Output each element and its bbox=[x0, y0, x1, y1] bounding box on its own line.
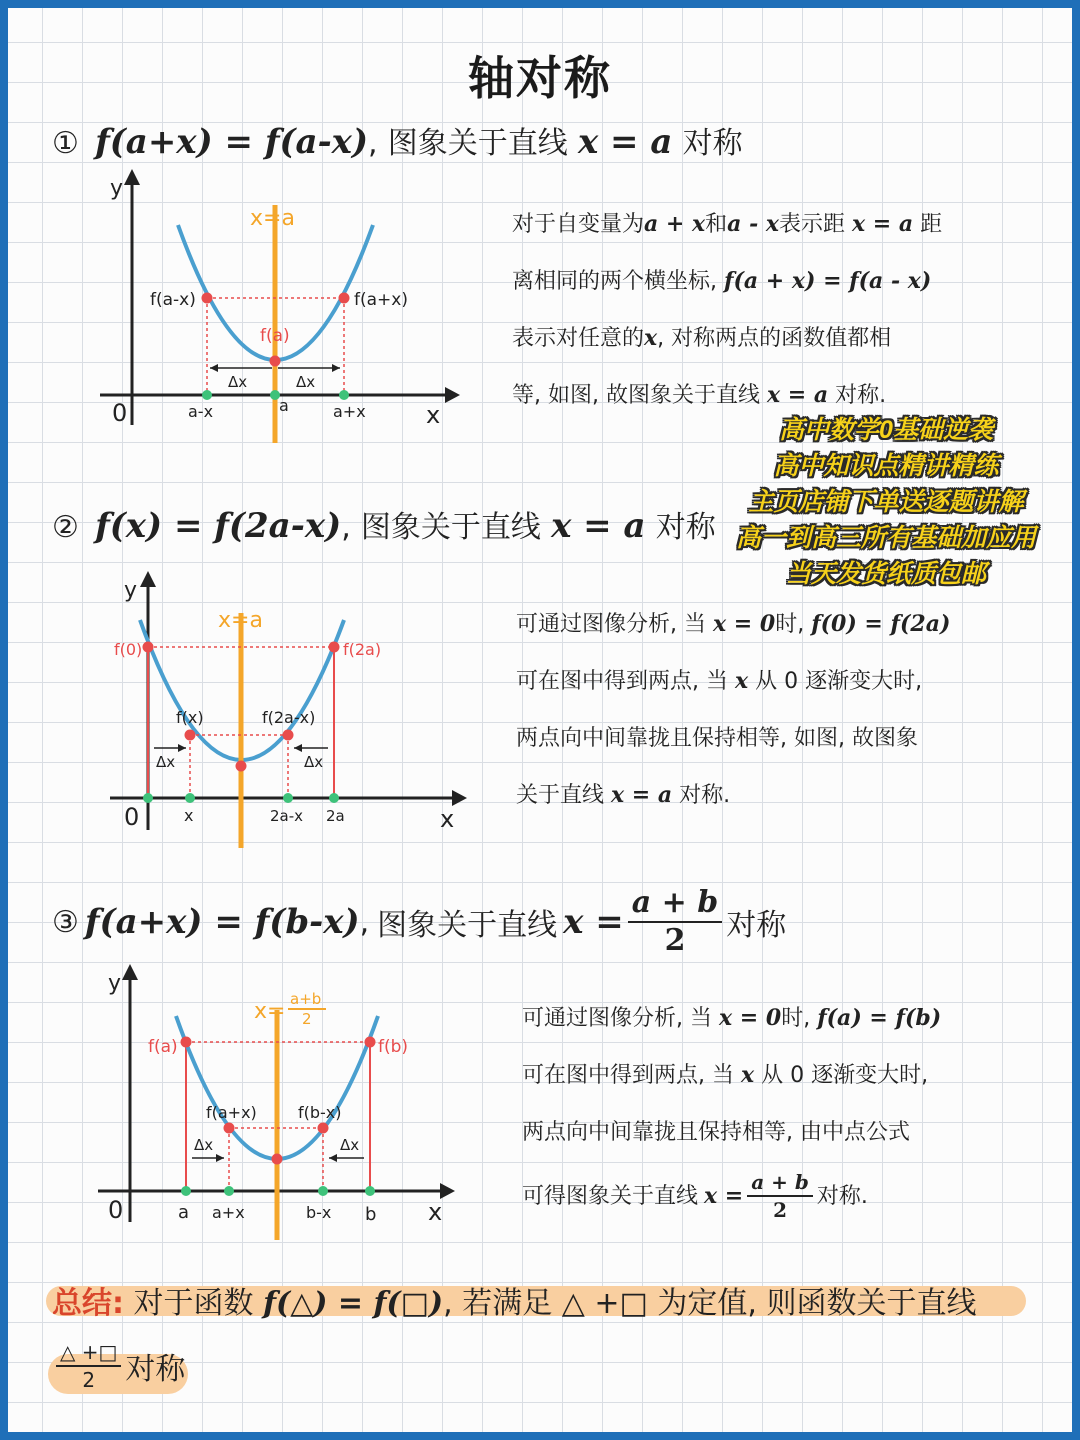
y-label: y bbox=[108, 971, 122, 996]
point-vertex bbox=[272, 1154, 283, 1165]
tick-label: b-x bbox=[306, 1203, 332, 1222]
section-line-eq: x = bbox=[563, 902, 624, 942]
section-3-explanation: 可通过图像分析, 当 x = 0时, f(a) = f(b) 可在图中得到两点, 当 x 从 0 逐渐变大时, 两点向中间靠拢且保持相等, 由中点公式 可得图象关于直线 x = $\frac{a + b}{2}$ 对称. bbox=[522, 1005, 942, 1222]
summary-fraction: $\frac{\triangle +□}{2}$ bbox=[56, 1342, 121, 1390]
point-f0 bbox=[143, 642, 154, 653]
top-right-label: f(b) bbox=[378, 1037, 409, 1057]
summary-label: 总结: bbox=[52, 1286, 124, 1321]
top-left-label: f(0) bbox=[114, 640, 143, 659]
section-fraction: $\frac{a + b}{2}$ bbox=[628, 888, 722, 956]
section-formula: f(x) = f(2a-x) bbox=[95, 506, 342, 546]
section-number: ① bbox=[52, 126, 79, 161]
y-axis-arrow bbox=[140, 571, 156, 587]
dx-label: Δx bbox=[296, 373, 316, 391]
root-point bbox=[185, 793, 195, 803]
tick-label: 2a bbox=[326, 807, 345, 825]
dx-label: Δx bbox=[156, 753, 176, 771]
section-text: 图象关于直线 bbox=[377, 908, 558, 943]
point-fax bbox=[224, 1123, 235, 1134]
promo-line: 高中数学0基础逆袭 bbox=[779, 416, 993, 444]
x-axis-arrow bbox=[452, 790, 467, 806]
summary-line-2 bbox=[52, 1342, 185, 1390]
section-suffix: 对称 bbox=[726, 908, 787, 943]
arrowhead bbox=[210, 364, 218, 372]
axis-label: x=a bbox=[218, 608, 263, 633]
section-number: ③ bbox=[52, 904, 79, 940]
root-point bbox=[339, 390, 349, 400]
dx-label: Δx bbox=[340, 1136, 360, 1154]
graph-1 bbox=[90, 165, 470, 450]
root-point bbox=[318, 1186, 328, 1196]
point-f2ax bbox=[283, 730, 294, 741]
section-line-eq: x = a bbox=[577, 122, 673, 162]
section-formula: f(a+x) = f(a-x) bbox=[95, 122, 369, 162]
section-number: ② bbox=[52, 510, 79, 545]
x-label: x bbox=[440, 805, 455, 833]
dx-label: Δx bbox=[194, 1136, 214, 1154]
promo-line: 主页店铺下单送逐题讲解 bbox=[748, 488, 1024, 516]
arrowhead bbox=[216, 1154, 224, 1162]
root-point bbox=[224, 1186, 234, 1196]
tick-label: a+x bbox=[333, 402, 366, 421]
section-3-heading: ③ f(a+x) = f(b-x) , 图象关于直线 x = $\frac{a + b}{2}$ 对称 bbox=[52, 885, 787, 958]
point-vertex bbox=[270, 356, 281, 367]
root-point bbox=[143, 793, 153, 803]
origin-label: 0 bbox=[124, 803, 140, 831]
summary-end: 对称 bbox=[125, 1352, 186, 1387]
x-axis-arrow bbox=[440, 1183, 455, 1199]
page-title: 轴对称 bbox=[458, 42, 622, 108]
tick-label: a bbox=[279, 396, 289, 415]
section-text: 图象关于直线 bbox=[387, 126, 568, 161]
arrowhead bbox=[329, 1154, 337, 1162]
top-right-label: f(2a) bbox=[343, 640, 382, 659]
section-suffix: 对称 bbox=[682, 126, 743, 161]
section-text: 图象关于直线 bbox=[360, 510, 541, 545]
y-axis-arrow bbox=[124, 169, 140, 185]
graph-2 bbox=[100, 565, 480, 855]
right-point-label: f(b-x) bbox=[298, 1103, 342, 1122]
left-point-label: f(a+x) bbox=[206, 1103, 257, 1122]
dx-label: Δx bbox=[304, 753, 324, 771]
x-axis-arrow bbox=[445, 387, 460, 403]
axis-frac-top: a+b bbox=[290, 990, 322, 1008]
section-1-heading: ① f(a+x) = f(a-x), 图象关于直线 x = a 对称 bbox=[52, 122, 743, 162]
left-point-label: f(x) bbox=[176, 708, 204, 727]
point-right bbox=[339, 293, 350, 304]
vertex-label: f(a) bbox=[260, 326, 290, 346]
point-fa bbox=[181, 1037, 192, 1048]
root-point bbox=[181, 1186, 191, 1196]
right-point-label: f(a+x) bbox=[354, 290, 408, 310]
point-left bbox=[202, 293, 213, 304]
y-label: y bbox=[110, 176, 124, 201]
root-point bbox=[329, 793, 339, 803]
section-formula: f(a+x) = f(b-x) bbox=[84, 902, 360, 942]
root-point bbox=[283, 793, 293, 803]
y-label: y bbox=[124, 578, 138, 603]
root-point bbox=[202, 390, 212, 400]
axis-frac-bot: 2 bbox=[302, 1010, 312, 1028]
tick-label: a-x bbox=[188, 402, 214, 421]
summary-line-1: 总结: 对于函数 f(△) = f(□), 若满足 △ +□ 为定值, 则函数关于直线 bbox=[52, 1278, 976, 1322]
section-1-explanation: 对于自变量为a + x和a - x表示距 x = a 距 离相同的两个横坐标, f(a + x) = f(a - x) 表示对任意的x, 对称两点的函数值都相 等, 如图, 故图象关于直线 x = a 对称. bbox=[512, 211, 943, 408]
tick-label: a+x bbox=[212, 1203, 245, 1222]
origin-label: 0 bbox=[112, 399, 128, 427]
point-fb bbox=[365, 1037, 376, 1048]
point-fbx bbox=[318, 1123, 329, 1134]
tick-label: 2a-x bbox=[270, 807, 304, 825]
origin-label: 0 bbox=[108, 1196, 124, 1224]
root-point bbox=[365, 1186, 375, 1196]
point-f2a bbox=[329, 642, 340, 653]
x-label: x bbox=[428, 1198, 443, 1226]
section-suffix: 对称 bbox=[655, 510, 716, 545]
promo-overlay bbox=[716, 412, 1056, 592]
x-label: x bbox=[426, 401, 441, 429]
graph-3 bbox=[90, 960, 470, 1245]
tick-label: x bbox=[184, 806, 194, 825]
promo-line: 高中知识点精讲精练 bbox=[773, 452, 999, 480]
section-line-eq: x = a bbox=[551, 506, 646, 546]
summary-formula: f(△) = f(□) bbox=[263, 1286, 444, 1321]
top-left-label: f(a) bbox=[148, 1037, 178, 1057]
y-axis-arrow bbox=[122, 964, 138, 980]
tick-label: a bbox=[178, 1202, 190, 1223]
summary-condition: △ +□ bbox=[561, 1286, 648, 1321]
point-vertex bbox=[236, 761, 247, 772]
arrowhead bbox=[332, 364, 340, 372]
arrowhead bbox=[178, 744, 186, 752]
point-fx bbox=[185, 730, 196, 741]
dx-label: Δx bbox=[228, 373, 248, 391]
right-point-label: f(2a-x) bbox=[262, 708, 316, 727]
section-2-explanation: 可通过图像分析, 当 x = 0时, f(0) = f(2a) 可在图中得到两点, 当 x 从 0 逐渐变大时, 两点向中间靠拢且保持相等, 如图, 故图象 关于直线 x = a 对称. bbox=[516, 611, 951, 808]
promo-line: 当天发货纸质包邮 bbox=[785, 560, 986, 588]
left-point-label: f(a-x) bbox=[150, 290, 196, 310]
promo-line: 高一到高三所有基础加应用 bbox=[735, 524, 1036, 552]
arrowhead bbox=[294, 744, 302, 752]
section-2-heading: ② f(x) = f(2a-x), 图象关于直线 x = a 对称 bbox=[52, 506, 716, 546]
axis-label: x=a bbox=[250, 206, 295, 231]
tick-label: b bbox=[365, 1204, 377, 1225]
axis-label: x= bbox=[254, 999, 286, 1024]
